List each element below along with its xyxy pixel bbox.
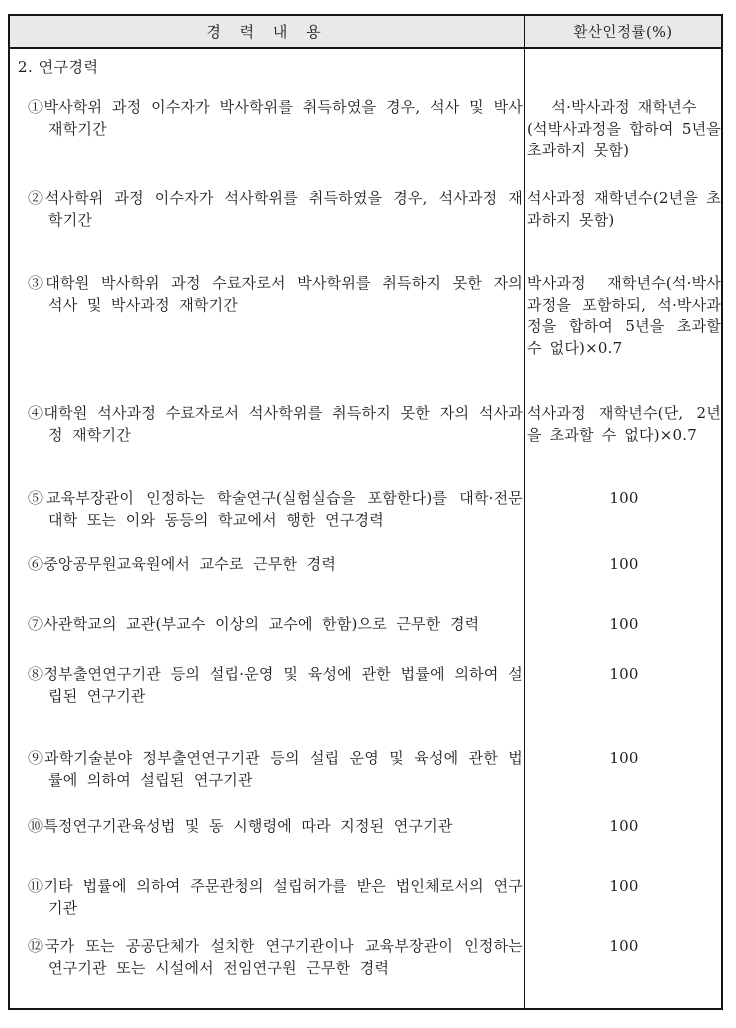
table-row-8-career: ⑧정부출연연구기관 등의 설립·운영 및 육성에 관한 법률에 의하여 설립된 연구기관 (28, 665, 523, 705)
column-divider (524, 49, 526, 1008)
table-row-6-career: ⑥중앙공무원교육원에서 교수로 근무한 경력 (28, 555, 337, 573)
rate-value: 100 (609, 665, 639, 683)
rate-note: (석박사과정을 합하여 5년을 초과하지 못함) (527, 119, 721, 159)
table-row-3-rate (527, 273, 721, 359)
table-row-7-rate (527, 614, 721, 636)
table-row-1-career: ①박사학위 과정 이수자가 박사학위를 취득하였을 경우, 석사 및 박사 재학기간 (28, 98, 523, 138)
rate-note: 석사과정 재학년수(2년을 초과하지 못함) (527, 189, 721, 229)
table-row-9-career: ⑨과학기술분야 정부출연연구기관 등의 설립 운영 및 육성에 관한 법률에 의하여 설립된 연구기관 (28, 749, 523, 789)
rate-title: 석·박사과정 재학년수 (551, 98, 697, 116)
rate-note: 박사과정 재학년수(석·박사과정을 포함하되, 석·박사과정을 합하여 5년을 초과할 수 없다)×0.7 (527, 274, 721, 357)
table-row-4-rate (527, 403, 721, 446)
table-row-1-rate (527, 97, 721, 162)
table-row-10-rate (527, 816, 721, 838)
table-row-5-career: ⑤교육부장관이 인정하는 학술연구(실험실습을 포함한다)를 대학·전문대학 또는 이와 동등의 학교에서 행한 연구경력 (28, 489, 523, 529)
rate-value: 100 (609, 615, 639, 633)
table-row-11-career: ⑪기타 법률에 의하여 주문관청의 설립허가를 받은 법인체로서의 연구기관 (28, 877, 523, 917)
section-title-research-career: 2. 연구경력 (18, 58, 99, 76)
rate-note: 석사과정 재학년수(단, 2년을 초과할 수 없다)×0.7 (527, 404, 721, 444)
table-header-row (10, 16, 721, 49)
rate-value: 100 (609, 555, 639, 573)
table-row-9-rate (527, 748, 721, 770)
table-row-7-career: ⑦사관학교의 교관(부교수 이상의 교수에 한함)으로 근무한 경력 (28, 615, 480, 633)
column-header-conversion-rate: 환산인정률(%) (573, 25, 673, 41)
table-row-2-rate (527, 188, 721, 231)
table-row-6-rate (527, 554, 721, 576)
table-row-12-career: ⑫국가 또는 공공단체가 설치한 연구기관이나 교육부장관이 인정하는 연구기관 또는 시설에서 전임연구원 근무한 경력 (28, 937, 523, 977)
rate-value: 100 (609, 489, 639, 507)
rate-value: 100 (609, 817, 639, 835)
table-row-11-rate (527, 876, 721, 898)
table-row-5-rate (527, 488, 721, 510)
table-row-10-career: ⑩특정연구기관육성법 및 동 시행령에 따라 지정된 연구기관 (28, 817, 453, 835)
career-table (8, 14, 723, 1010)
table-body (10, 49, 721, 1008)
rate-value: 100 (609, 749, 639, 767)
rate-value: 100 (609, 877, 639, 895)
column-header-career-content: 경 력 내 용 (10, 16, 525, 47)
table-row-2-career: ②석사학위 과정 이수자가 석사학위를 취득하였을 경우, 석사과정 재학기간 (28, 189, 523, 229)
table-row-4-career: ④대학원 석사과정 수료자로서 석사학위를 취득하지 못한 자의 석사과정 재학기간 (28, 404, 523, 444)
rate-value: 100 (609, 937, 639, 955)
table-row-12-rate (527, 936, 721, 958)
table-row-8-rate (527, 664, 721, 686)
table-row-3-career: ③대학원 박사학위 과정 수료자로서 박사학위를 취득하지 못한 자의 석사 및 박사과정 재학기간 (28, 274, 523, 314)
